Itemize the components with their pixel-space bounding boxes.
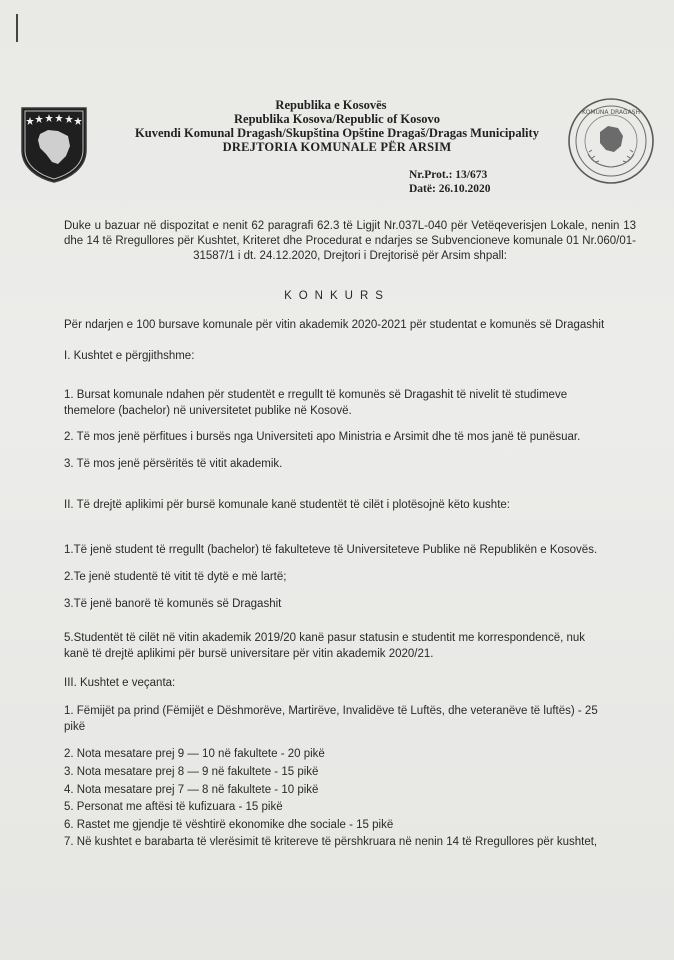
section-1-item: 1. Bursat komunale ndahen për studentët e rregullt të komunës së Dragashit të nivelit të studimeve	[64, 389, 568, 401]
section-3-item: 3. Nota mesatare prej 8 — 9 në fakultete - 15 pikë	[64, 766, 319, 778]
section-3-title: III. Kushtet e veçanta:	[64, 677, 176, 689]
protocol-block	[409, 168, 490, 196]
section-2-item: kanë të drejtë aplikimi për bursë universitare për vitin akademik 2020/21.	[64, 648, 434, 660]
konkurs-title: KONKURS	[284, 290, 390, 302]
section-2-item: 1.Të jenë student të rregullt (bachelor) të fakulteteve të Universiteteve Publike në Republikën e Kosovës.	[64, 544, 598, 556]
section-2-title: II. Të drejtë aplikimi për bursë komunale kanë studentët të cilët i plotësojnë këto kushte:	[64, 499, 510, 511]
section-1-title: I. Kushtet e përgjithshme:	[64, 350, 195, 362]
protocol-number: Nr.Prot.: 13/673	[409, 169, 488, 181]
protocol-date: Datë: 26.10.2020	[409, 183, 491, 195]
section-1-item: 2. Të mos jenë përfitues i bursës nga Universiteti apo Ministria e Arsimit dhe të mos janë të punësuar.	[64, 431, 581, 443]
section-3-item: pikë	[64, 721, 86, 733]
letterhead	[0, 98, 674, 154]
section-2-item: 2.Te jenë studentë të vitit të dytë e më lartë;	[64, 571, 287, 583]
section-3-item: 4. Nota mesatare prej 7 — 8 në fakultete - 10 pikë	[64, 784, 319, 796]
section-2-item: 3.Të jenë banorë të komunës së Dragashit	[64, 598, 282, 610]
header-line-3: Kuvendi Komunal Dragash/Skupština Opštine Dragaš/Dragas Municipality	[135, 126, 539, 140]
section-1-item: themelore (bachelor) në universitetet publike në Kosovë.	[64, 405, 352, 417]
section-3-item: 5. Personat me aftësi të kufizuara - 15 pikë	[64, 801, 283, 813]
section-1-item: 3. Të mos jenë përsëritës të vitit akademik.	[64, 458, 283, 470]
header-line-1: Republika e Kosovës	[275, 98, 387, 112]
header-line-4: DREJTORIA KOMUNALE PËR ARSIM	[222, 140, 452, 154]
section-3-item: 7. Në kushtet e barabarta të vlerësimit të kritereve të përshkruara në nenin 14 të Rregullores për kushtet,	[64, 836, 598, 848]
header-line-2: Republika Kosova/Republic of Kosovo	[234, 112, 440, 126]
section-2-item: 5.Studentët të cilët në vitin akademik 2019/20 kanë pasur statusin e studentit me korrespondencë, nuk	[64, 632, 586, 644]
section-3-item: 1. Fëmijët pa prind (Fëmijët e Dëshmorëve, Martirëve, Invalidëve të Luftës, dhe veteranëve të luftës) - 25	[64, 705, 598, 717]
purpose-line: Për ndarjen e 100 bursave komunale për vitin akademik 2020-2021 për studentat e komunës së Dragashit	[64, 319, 605, 331]
section-3-item: 2. Nota mesatare prej 9 — 10 në fakultete - 20 pikë	[64, 748, 325, 760]
margin-mark	[16, 14, 18, 42]
seal-text: KOMUNA DRAGASH	[581, 109, 641, 116]
section-3-item: 6. Rastet me gjendje të vështirë ekonomike dhe sociale - 15 pikë	[64, 819, 394, 831]
intro-paragraph: Duke u bazuar në dispozitat e nenit 62 paragrafi 62.3 të Ligjit Nr.037L-040 për Vetëqeverisjen Lokale, nenin 13 dhe 14 të Rregullores për Kushtet, Kriteret dhe Procedurat e ndarjes se Subvencioneve komunale 01 Nr.060/01-31587/1 i dt. 24.12.2020, Drejtori i Drejtorisë për Arsim shpall:	[64, 220, 636, 262]
